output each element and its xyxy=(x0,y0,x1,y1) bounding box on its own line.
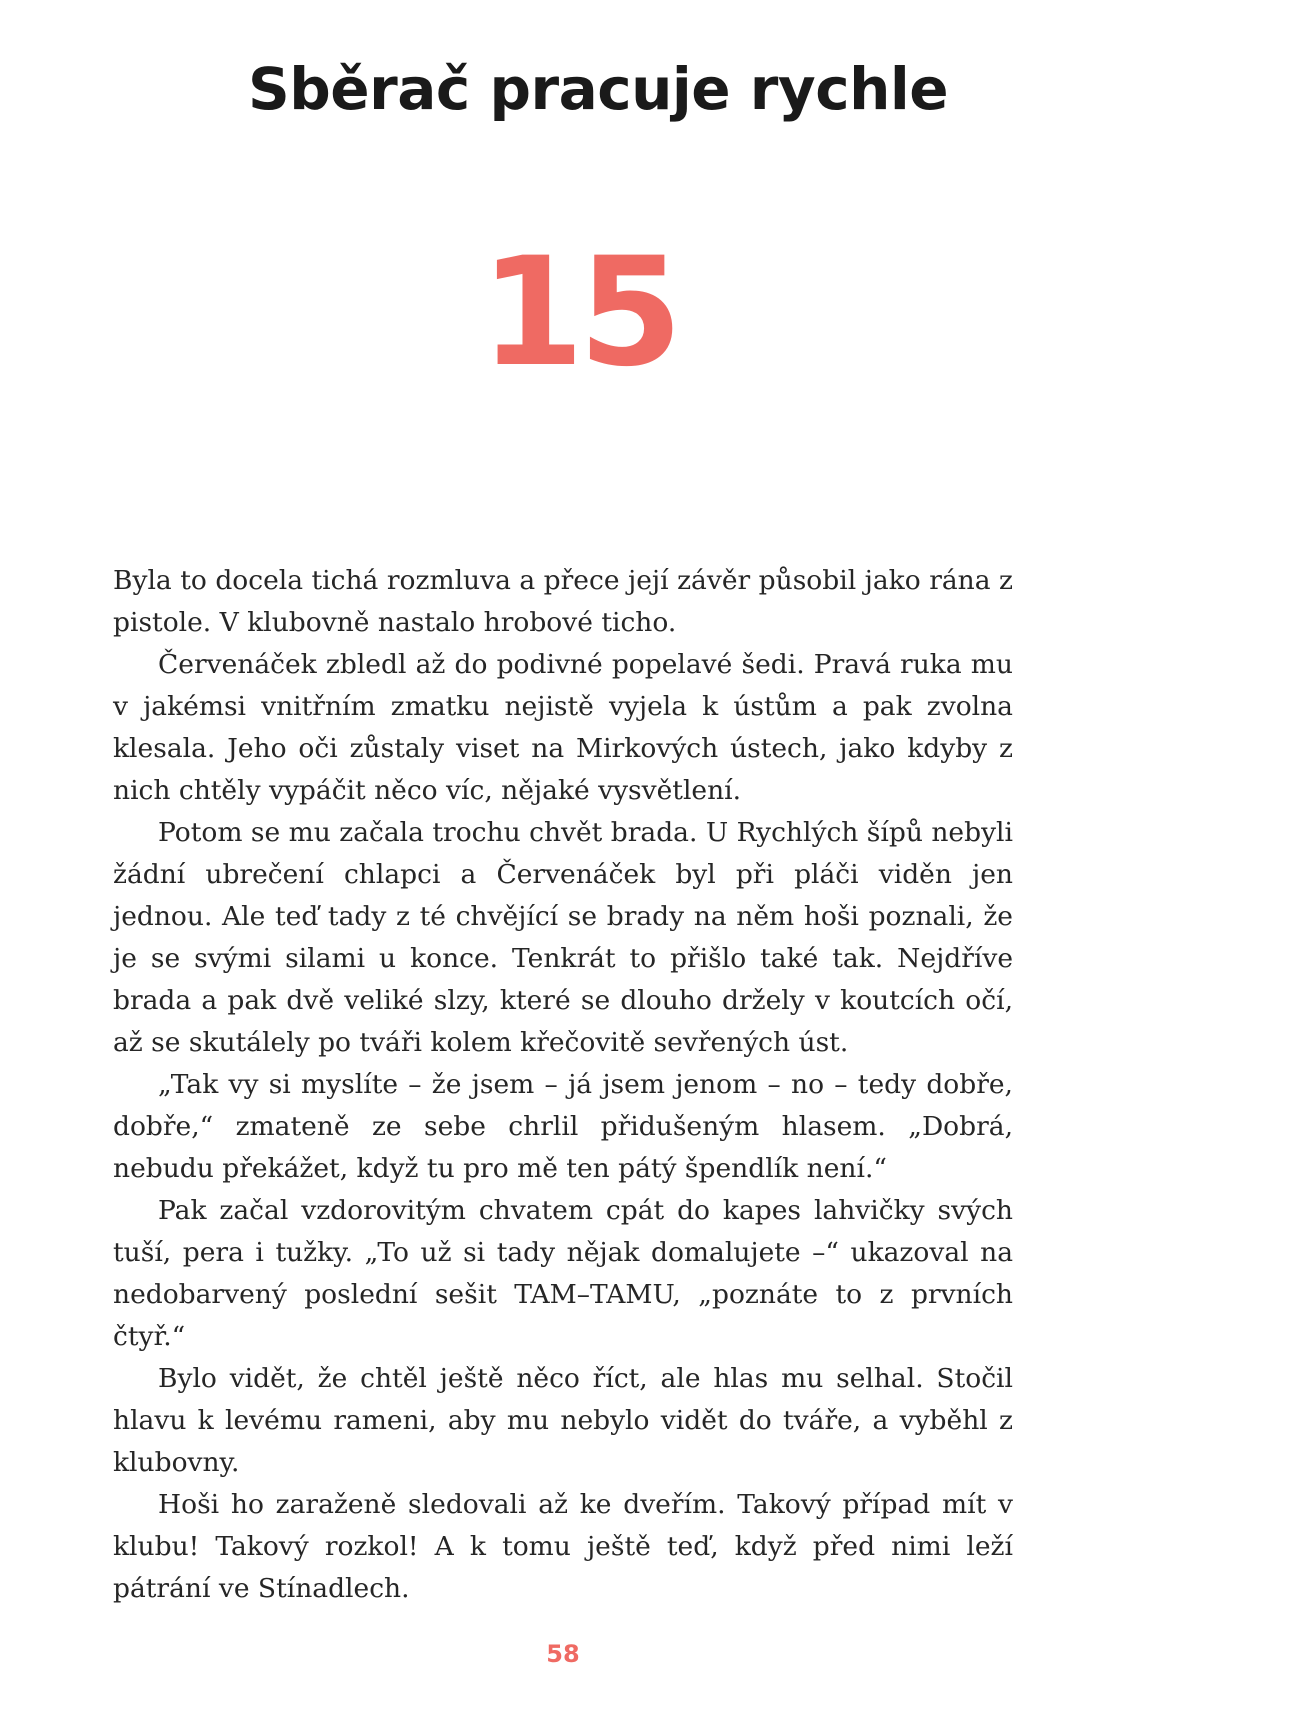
body-text xyxy=(113,560,1013,1610)
paragraph: Červenáček zbledl až do podivné popelavé šedi. Pravá ruka mu v jakémsi vnitřním zmatku nejistě vyjela k ústům a pak zvolna klesala. Jeho oči zůstaly viset na Mirkových ústech, jako kdyby z nich chtěly vypáčit něco víc, nějaké vysvětlení. xyxy=(113,649,1013,806)
paragraph: „Tak vy si myslíte – že jsem – já jsem jenom – no – tedy dobře, dobře,“ zmateně ze sebe chrlil přidušeným hlasem. „Dobrá, nebudu překážet, když tu pro mě ten pátý špendlík není.“ xyxy=(113,1069,1013,1184)
paragraph: Bylo vidět, že chtěl ještě něco říct, ale hlas mu selhal. Stočil hlavu k levému rameni, aby mu nebylo vidět do tváře, a vyběhl z klubovny. xyxy=(113,1363,1013,1478)
chapter-title: Sběrač pracuje rychle xyxy=(248,55,949,123)
paragraph: Hoši ho zaraženě sledovali až ke dveřím. Takový případ mít v klubu! Takový rozkol! A k tomu ještě teď, když před nimi leží pátrání ve Stínadlech. xyxy=(113,1489,1013,1604)
paragraph: Pak začal vzdorovitým chvatem cpát do kapes lahvičky svých tuší, pera i tužky. „To už si tady nějak domalujete –“ ukazoval na nedobarvený poslední sešit TAM–TAMU, „poznáte to z prvních čtyř.“ xyxy=(113,1195,1013,1352)
paragraph: Potom se mu začala trochu chvět brada. U Rychlých šípů nebyli žádní ubrečení chlapci a Červenáček byl při pláči viděn jen jednou. Ale teď tady z té chvějící se brady na něm hoši poznali, že je se svými silami u konce. Tenkrát to přišlo také tak. Nejdříve brada a pak dvě veliké slzy, které se dlouho držely v koutcích očí, až se skutálely po tváři kolem křečovitě sevřených úst. xyxy=(113,817,1013,1058)
page-number: 58 xyxy=(546,1640,580,1668)
paragraph: Byla to docela tichá rozmluva a přece její závěr působil jako rána z pistole. V klubovně nastalo hrobové ticho. xyxy=(113,565,1013,638)
chapter-number: 15 xyxy=(480,226,677,400)
